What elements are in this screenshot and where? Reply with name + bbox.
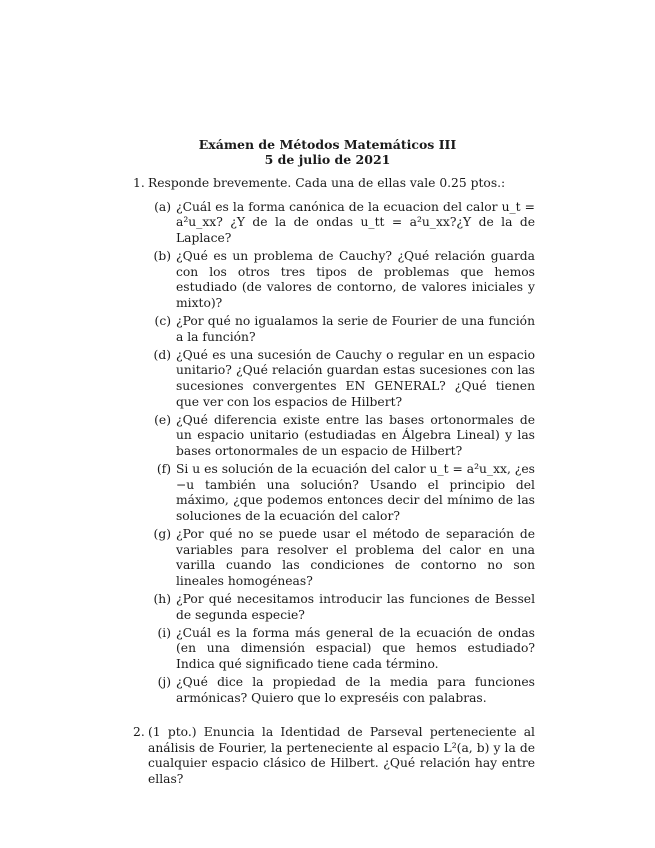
exam-date: 5 de julio de 2021 xyxy=(264,152,391,167)
sub-question-text: ¿Qué diferencia existe entre las bases ortonormales de un espacio unitario (estudiadas en Álgebra Lineal) y las bases ortonormales de un espacio de Hilbert? xyxy=(176,412,535,458)
sub-question-label: (h) xyxy=(153,592,171,606)
question-1 xyxy=(133,176,535,709)
sub-question-label: (d) xyxy=(153,347,171,362)
sub-question-text: Si u es solución de la ecuación del calor u_t = a²u_xx, ¿es −u también una solución? Usando el principio del máximo, ¿que podemos entonces decir del mínimo de las soluciones de la ecuación del calor? xyxy=(176,462,535,523)
question-1-body xyxy=(148,176,535,709)
sub-question-b xyxy=(148,249,535,311)
sub-question-e xyxy=(148,413,535,460)
question-1-text: Responde brevemente. Cada una de ellas vale 0.25 ptos.: xyxy=(148,176,506,190)
sub-question-label: (j) xyxy=(157,675,171,690)
sub-question-h xyxy=(148,592,535,623)
sub-question-d xyxy=(148,348,535,410)
sub-question-i xyxy=(148,626,535,673)
sub-question-label: (g) xyxy=(153,527,171,542)
sub-question-label: (a) xyxy=(154,199,171,214)
sub-question-label: (c) xyxy=(154,313,171,328)
sub-question-text: ¿Por qué no igualamos la serie de Fourier de una función a la función? xyxy=(176,313,535,344)
sub-question-label: (e) xyxy=(154,412,171,427)
sub-question-label: (b) xyxy=(153,248,171,263)
exam-header xyxy=(0,137,655,167)
sub-question-text: ¿Por qué necesitamos introducir las funciones de Bessel de segunda especie? xyxy=(176,592,535,622)
sub-question-text: ¿Qué es una sucesión de Cauchy o regular en un espacio unitario? ¿Qué relación guardan estas sucesiones con las sucesiones convergentes EN GENERAL? ¿Qué tienen que ver con los espacios de Hilbert? xyxy=(176,347,535,409)
sub-question-label: (i) xyxy=(157,625,171,640)
sub-question-text: ¿Qué es un problema de Cauchy? ¿Qué relación guarda con los otros tres tipos de problemas que hemos estudiado (de valores de contorno, de valores iniciales y mixto)? xyxy=(176,248,535,310)
exam-content xyxy=(133,176,535,787)
exam-title: Exámen de Métodos Matemáticos III xyxy=(198,137,457,152)
sub-question-a xyxy=(148,200,535,247)
sub-question-text: ¿Cuál es la forma más general de la ecuación de ondas (en una dimensión espacial) que hemos estudiado? Indica qué significado tiene cada término. xyxy=(176,625,535,671)
sub-question-c xyxy=(148,314,535,345)
sub-question-text: ¿Cuál es la forma canónica de la ecuacion del calor u_t = a²u_xx? ¿Y de la de ondas u_tt = a²u_xx?¿Y de la de Laplace? xyxy=(176,199,535,245)
sub-question-f xyxy=(148,462,535,524)
sub-question-text: ¿Por qué no se puede usar el método de separación de variables para resolver el problema del calor en una varilla cuando las condiciones de contorno no son lineales homogéneas? xyxy=(176,527,535,588)
sub-question-label: (f) xyxy=(156,462,171,477)
question-1-number: 1. xyxy=(133,176,145,190)
sub-question-text: ¿Qué dice la propiedad de la media para funciones armónicas? Quiero que lo expreséis con palabras. xyxy=(176,675,535,705)
sub-question-g xyxy=(148,527,535,589)
question-2-number: 2. xyxy=(133,724,145,739)
question-2-text: (1 pto.) Enuncia la Identidad de Parseval perteneciente al análisis de Fourier, la perteneciente al espacio L²(a, b) y la de cualquier espacio clásico de Hilbert. ¿Qué relación hay entre ellas? xyxy=(148,724,535,786)
question-2 xyxy=(133,725,535,787)
sub-question-j xyxy=(148,675,535,706)
